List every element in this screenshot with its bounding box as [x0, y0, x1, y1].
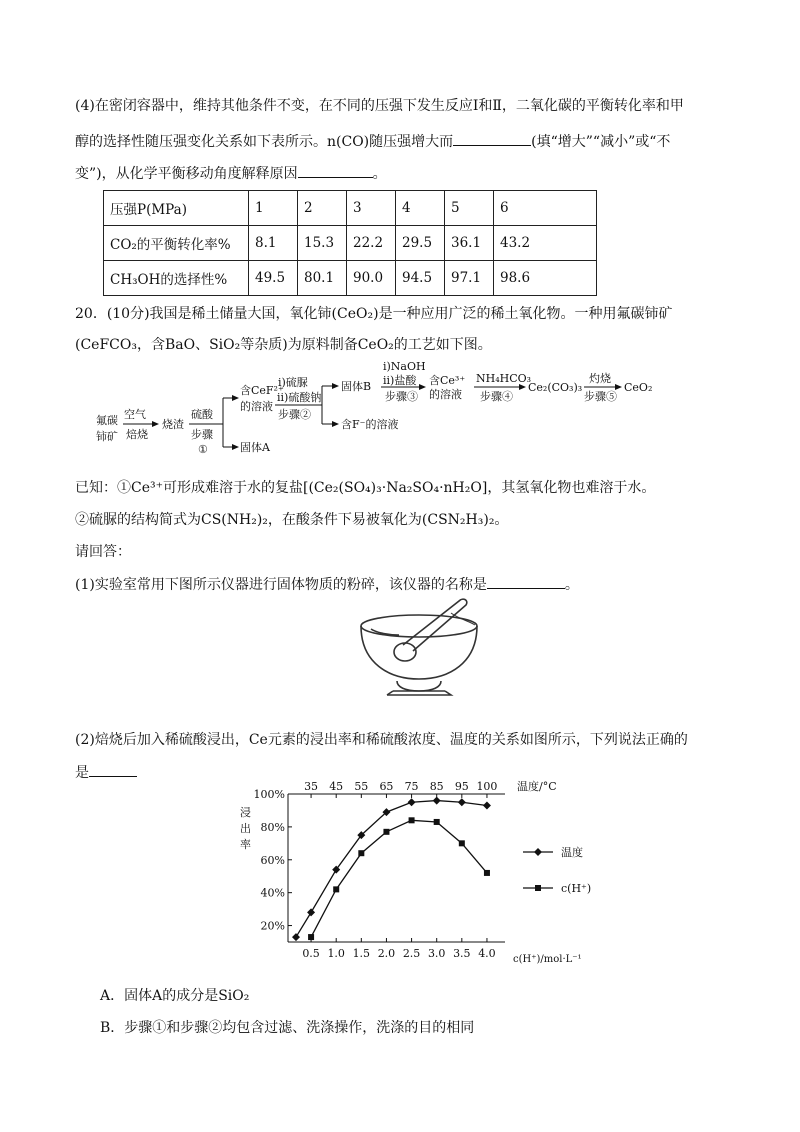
table-row — [104, 226, 597, 261]
mortar-pestle-icon — [355, 593, 485, 699]
flow-reagent-2: ii)硫酸钠 — [277, 391, 322, 404]
table-cell: 3 — [347, 191, 396, 226]
table-cell: 97.1 — [445, 261, 494, 296]
x-tick-label: 1.0 — [327, 947, 345, 960]
series-line-1 — [311, 820, 487, 937]
top-tick-label: 95 — [454, 780, 469, 793]
q2-text: 是 — [75, 765, 89, 781]
flow-sol2b: 的溶液 — [429, 388, 462, 401]
data-point-square — [333, 886, 339, 892]
chart-ylabel-2: 出 — [240, 822, 251, 835]
y-tick-label: 40% — [260, 886, 285, 900]
table-row-label: CO₂的平衡转化率% — [104, 226, 249, 261]
q1-tail: 。 — [564, 577, 579, 593]
flow-step1: 步骤 — [191, 428, 213, 441]
q4-line3 — [75, 163, 800, 184]
data-point-square — [409, 817, 415, 823]
x-tick-label: 3.5 — [453, 947, 471, 960]
flow-f-solution: 含F⁻的溶液 — [341, 418, 399, 431]
x-tick-label: 0.5 — [302, 947, 320, 960]
table-cell: 29.5 — [396, 226, 445, 261]
flow-reagent-3: i)NaOH — [383, 360, 426, 373]
table-cell: 5 — [445, 191, 494, 226]
flow-solid-a: 固体A — [240, 441, 270, 454]
top-tick-label: 100 — [476, 780, 498, 793]
table-cell: 36.1 — [445, 226, 494, 261]
q4-line2-tail: (填“增大”“减小”或“不 — [531, 134, 671, 150]
flow-sol1a: 含CeF²⁺ — [240, 384, 284, 397]
q20-line1: 20．(10分)我国是稀土储量大国，氧化铈(CeO₂)是一种应用广泛的稀土氧化物。一种用氟碳铈矿 — [75, 306, 673, 322]
q2-line1: (2)焙烧后加入稀硫酸浸出，Ce元素的浸出率和稀硫酸浓度、温度的关系如图所示，下列说法正确的 — [75, 732, 688, 748]
data-point-square — [358, 850, 364, 856]
flow-sol1b: 的溶液 — [240, 400, 273, 413]
legend-diamond-icon — [534, 848, 542, 856]
legend-label: c(H⁺) — [561, 882, 592, 895]
table-row-label: CH₃OH的选择性% — [104, 261, 249, 296]
top-tick-label: 65 — [379, 780, 394, 793]
data-point-diamond — [483, 802, 491, 810]
data-point-diamond — [408, 798, 416, 806]
table-cell: 49.5 — [249, 261, 298, 296]
q4-line2 — [75, 131, 800, 152]
top-tick-label: 75 — [404, 780, 419, 793]
top-axis-label: 温度/°C — [517, 780, 557, 793]
flow-step3: 步骤③ — [385, 390, 418, 403]
flow-air: 空气 — [124, 408, 146, 421]
top-tick-label: 85 — [429, 780, 444, 793]
flow-sol2a: 含Ce³⁺ — [429, 374, 466, 387]
legend-square-icon — [535, 885, 541, 891]
option-a[interactable]: A．固体A的成分是SiO₂ — [100, 988, 250, 1004]
x-tick-label: 2.0 — [377, 947, 396, 960]
flow-step2: 步骤② — [278, 408, 311, 421]
leaching-rate-chart — [230, 780, 600, 970]
flow-solid-b: 固体B — [341, 380, 372, 393]
x-tick-label: 3.0 — [427, 947, 446, 960]
flow-step1-num: ① — [198, 443, 208, 456]
q20-line2: (CeFCO₃，含BaO、SiO₂等杂质)为原料制备CeO₂的工艺如下图。 — [75, 337, 492, 353]
top-tick-label: 45 — [329, 780, 344, 793]
table-cell: 4 — [396, 191, 445, 226]
table-cell: 2 — [298, 191, 347, 226]
option-b[interactable]: B．步骤①和步骤②均包含过滤、洗涤操作，洗涤的目的相同 — [100, 1020, 475, 1036]
flow-acid: 硫酸 — [191, 408, 213, 421]
legend-label: 温度 — [561, 846, 583, 859]
table-row — [104, 261, 597, 296]
table-cell: 90.0 — [347, 261, 396, 296]
flow-step5: 步骤⑤ — [584, 390, 617, 403]
chart-ylabel-1: 浸 — [240, 806, 251, 819]
q1-text: (1)实验室常用下图所示仪器进行固体物质的粉碎，该仪器的名称是 — [75, 577, 487, 593]
data-point-diamond — [292, 933, 300, 941]
q4-line3-text: 变”)，从化学平衡移动角度解释原因 — [75, 166, 298, 182]
flow-step4: 步骤④ — [480, 390, 513, 403]
y-tick-label: 100% — [253, 788, 285, 801]
top-tick-label: 55 — [354, 780, 369, 793]
q1-line — [75, 574, 800, 595]
table-cell: 98.6 — [494, 261, 597, 296]
process-flow-diagram — [95, 360, 695, 465]
table-cell: 8.1 — [249, 226, 298, 261]
known-line3: 请回答： — [75, 544, 131, 560]
answer-blank-4[interactable] — [89, 762, 137, 777]
data-point-square — [459, 840, 465, 846]
table-cell: 43.2 — [494, 226, 597, 261]
flow-reagent-1: i)硫脲 — [278, 376, 308, 389]
data-point-diamond — [433, 797, 441, 805]
table-cell: 22.2 — [347, 226, 396, 261]
flow-product: CeO₂ — [624, 381, 653, 394]
data-point-square — [308, 934, 314, 940]
data-point-diamond — [307, 908, 315, 916]
y-tick-label: 60% — [260, 853, 285, 867]
q4-line1: (4)在密闭容器中，维持其他条件不变，在不同的压强下发生反应Ⅰ和Ⅱ，二氧化碳的平衡转化率和甲 — [75, 98, 684, 114]
flow-slag: 烧渣 — [162, 418, 184, 431]
table-cell: 1 — [249, 191, 298, 226]
flow-burn: 灼烧 — [589, 372, 611, 385]
flow-roast: 焙烧 — [126, 428, 148, 441]
data-point-square — [383, 829, 389, 835]
answer-blank-1[interactable] — [453, 131, 531, 146]
chart-ylabel-3: 率 — [240, 838, 251, 851]
x-tick-label: 4.0 — [478, 947, 496, 960]
q4-line2-text: 醇的选择性随压强变化关系如下表所示。n(CO)随压强增大而 — [75, 134, 454, 150]
x-tick-label: 1.5 — [352, 947, 371, 960]
flow-reagent-4: ii)盐酸 — [383, 374, 417, 387]
flow-start-1: 氟碳 — [96, 414, 118, 427]
table-row — [104, 191, 597, 226]
table-row-label: 压强P(MPa) — [104, 191, 249, 226]
known-line2: ②硫脲的结构简式为CS(NH₂)₂，在酸条件下易被氧化为(CSN₂H₃)₂。 — [75, 512, 509, 528]
data-point-square — [484, 870, 490, 876]
data-point-square — [434, 819, 440, 825]
top-tick-label: 35 — [304, 780, 319, 793]
series-line-0 — [296, 801, 487, 937]
flow-reagent-5: NH₄HCO₃ — [476, 372, 532, 385]
q4-line3-tail: 。 — [372, 166, 387, 182]
data-point-diamond — [458, 798, 466, 806]
y-tick-label: 80% — [260, 820, 285, 834]
table-cell: 94.5 — [396, 261, 445, 296]
table-cell: 6 — [494, 191, 597, 226]
x-tick-label: 2.5 — [402, 947, 421, 960]
x-axis-label: c(H⁺)/mol·L⁻¹ — [513, 954, 582, 965]
table-cell: 80.1 — [298, 261, 347, 296]
flow-carbonate: Ce₂(CO₃)₃ — [528, 381, 583, 394]
table-cell: 15.3 — [298, 226, 347, 261]
y-tick-label: 20% — [260, 919, 285, 933]
known-line1: 已知：①Ce³⁺可形成难溶于水的复盐[(Ce₂(SO₄)₃·Na₂SO₄·nH₂O]，其氢氧化物也难溶于水。 — [75, 480, 656, 496]
answer-blank-3[interactable] — [487, 574, 565, 589]
answer-blank-2[interactable] — [298, 163, 373, 178]
flow-start-2: 铈矿 — [96, 430, 118, 443]
pressure-table — [103, 190, 597, 296]
